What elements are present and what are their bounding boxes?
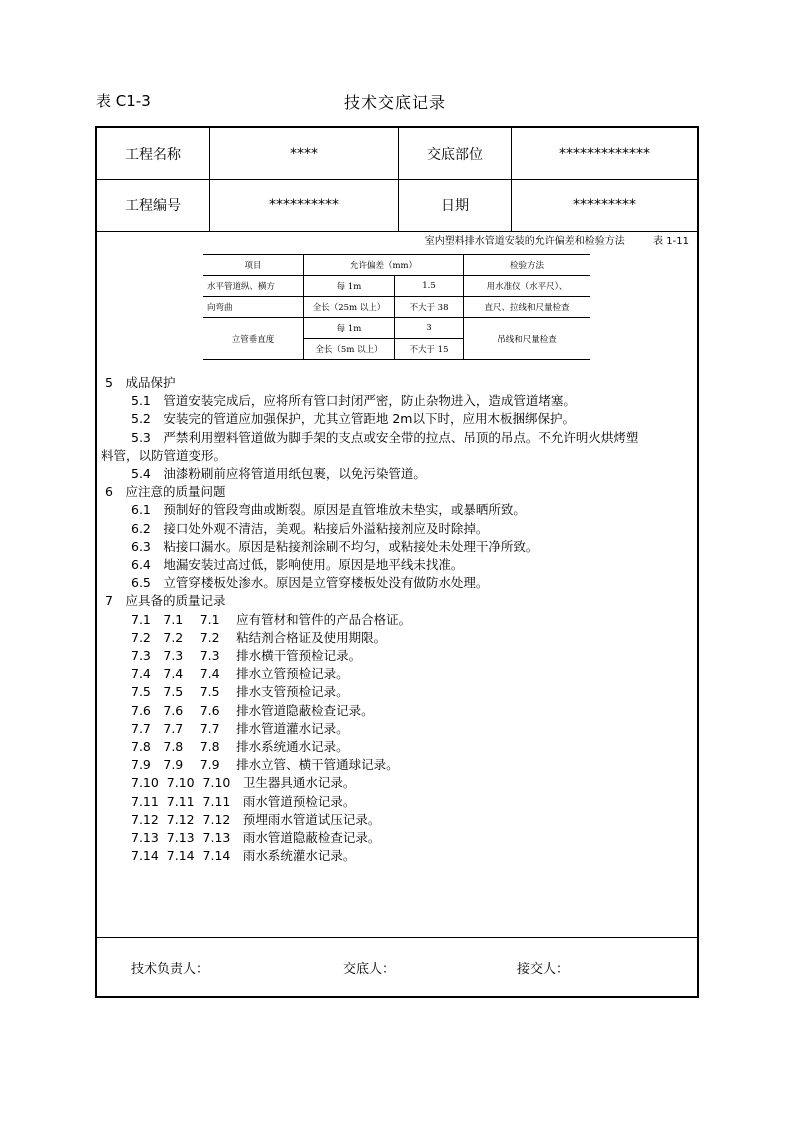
document-title: 技术交底记录 bbox=[344, 93, 447, 112]
record-item: 7.13 7.13 7.13 雨水管道隐蔽检查记录。 bbox=[131, 830, 381, 846]
sub-cell: 每 1m bbox=[304, 318, 395, 339]
record-item: 7.9 7.9 7.9 排水立管、横干管通球记录。 bbox=[131, 757, 399, 773]
part-value: ************* bbox=[559, 145, 650, 162]
sub-cell: 全长（25m 以上） bbox=[304, 297, 395, 318]
tolerance-table bbox=[203, 254, 590, 360]
value-cell: 不大于 15 bbox=[395, 339, 464, 360]
value-cell: 3 bbox=[395, 318, 464, 339]
column-header: 项目 bbox=[203, 255, 304, 276]
item-cell: 立管垂直度 bbox=[203, 318, 304, 360]
part-label: 交底部位 bbox=[427, 146, 483, 163]
table-row bbox=[203, 318, 590, 339]
item-cell: 向弯曲 bbox=[203, 297, 304, 318]
paragraph: 6.3 粘接口漏水。原因是粘接剂涂刷不均匀，或粘接处未处理干净所致。 bbox=[131, 538, 539, 554]
tech-lead-label: 技术负责人： bbox=[131, 962, 210, 977]
record-item: 7.3 7.3 7.3 排水横干管预检记录。 bbox=[131, 648, 362, 664]
record-item: 7.1 7.1 7.1 应有管材和管件的产品合格证。 bbox=[131, 611, 412, 627]
value-cell: 1.5 bbox=[395, 276, 464, 297]
header-row-1 bbox=[97, 128, 697, 180]
record-item: 7.10 7.10 7.10 卫生器具通水记录。 bbox=[131, 775, 356, 791]
table-header-row bbox=[203, 255, 590, 276]
method-cell: 吊线和尺量检查 bbox=[464, 318, 591, 360]
date-value: ********* bbox=[573, 197, 636, 213]
paragraph: 5.2 安装完的管道应加强保护，尤其立管距地 2m以下时，应用木板捆绑保护。 bbox=[131, 411, 575, 427]
record-item: 7.7 7.7 7.7 排水管道灌水记录。 bbox=[131, 720, 349, 736]
disclosure-form bbox=[95, 126, 699, 998]
project-name-value: **** bbox=[290, 145, 318, 162]
receiver-label: 接交人： bbox=[517, 962, 570, 977]
sub-cell: 每 1m bbox=[304, 276, 395, 297]
header-row-2 bbox=[97, 179, 697, 232]
table-number: 表 1-11 bbox=[653, 236, 689, 247]
column-header: 检验方法 bbox=[464, 255, 591, 276]
form-code: 表 C1-3 bbox=[96, 92, 151, 110]
section-title: 5 成品保护 bbox=[105, 375, 176, 390]
record-item: 7.12 7.12 7.12 预埋雨水管道试压记录。 bbox=[131, 811, 381, 827]
record-item: 7.6 7.6 7.6 排水管道隐蔽检查记录。 bbox=[131, 702, 374, 718]
record-item: 7.2 7.2 7.2 粘结剂合格证及使用期限。 bbox=[131, 629, 387, 645]
paragraph: 5.4 油漆粉刷前应将管道用纸包裹，以免污染管道。 bbox=[131, 466, 426, 482]
value-cell: 不大于 38 bbox=[395, 297, 464, 318]
paragraph: 6.1 预制好的管段弯曲或断裂。原因是直管堆放未垫实，或暴晒所致。 bbox=[131, 502, 526, 518]
method-cell: 直尺、拉线和尺量检查 bbox=[464, 297, 591, 318]
table-caption bbox=[425, 232, 689, 247]
table-row bbox=[203, 276, 590, 297]
project-no-value: ********** bbox=[269, 197, 339, 213]
record-item: 7.11 7.11 7.11 雨水管道预检记录。 bbox=[131, 793, 356, 809]
paragraph: 6.5 立管穿楼板处渗水。原因是立管穿楼板处没有做防水处理。 bbox=[131, 575, 489, 591]
table-caption-text: 室内塑料排水管道安装的允许偏差和检验方法 bbox=[424, 236, 625, 247]
method-cell: 用水准仪（水平尺）、 bbox=[464, 276, 591, 297]
record-item: 7.14 7.14 7.14 雨水系统灌水记录。 bbox=[131, 848, 356, 864]
sub-cell: 全长（5m 以上） bbox=[304, 339, 395, 360]
paragraph: 5.1 管道安装完成后，应将所有管口封闭严密，防止杂物进入，造成管道堵塞。 bbox=[131, 393, 576, 409]
project-name-label: 工程名称 bbox=[125, 146, 181, 163]
signature-row bbox=[97, 937, 697, 996]
record-item: 7.4 7.4 7.4 排水立管预检记录。 bbox=[131, 666, 349, 682]
column-header: 允许偏差（mm） bbox=[304, 255, 464, 276]
disclosure-content bbox=[97, 374, 697, 865]
paragraph-continuation: 料管，以防管道变形。 bbox=[101, 447, 227, 463]
paragraph: 5.3 严禁利用塑料管道做为脚手架的支点或安全带的拉点、吊顶的吊点。不允许明火烘烤塑 bbox=[131, 429, 639, 445]
record-item: 7.5 7.5 7.5 排水支管预检记录。 bbox=[131, 684, 349, 700]
section-title: 7 应具备的质量记录 bbox=[105, 593, 226, 609]
section-title: 6 应注意的质量问题 bbox=[105, 484, 226, 500]
date-label: 日期 bbox=[441, 198, 469, 214]
paragraph: 6.2 接口处外观不清洁，美观。粘接后外溢粘接剂应及时除掉。 bbox=[131, 520, 489, 536]
discloser-label: 交底人： bbox=[343, 962, 396, 977]
record-item: 7.8 7.8 7.8 排水系统通水记录。 bbox=[131, 739, 349, 755]
item-cell: 水平管道纵、横方 bbox=[203, 276, 304, 297]
project-no-label: 工程编号 bbox=[125, 198, 181, 214]
paragraph: 6.4 地漏安装过高过低，影响使用。原因是地平线未找准。 bbox=[131, 557, 464, 573]
table-row bbox=[203, 297, 590, 318]
